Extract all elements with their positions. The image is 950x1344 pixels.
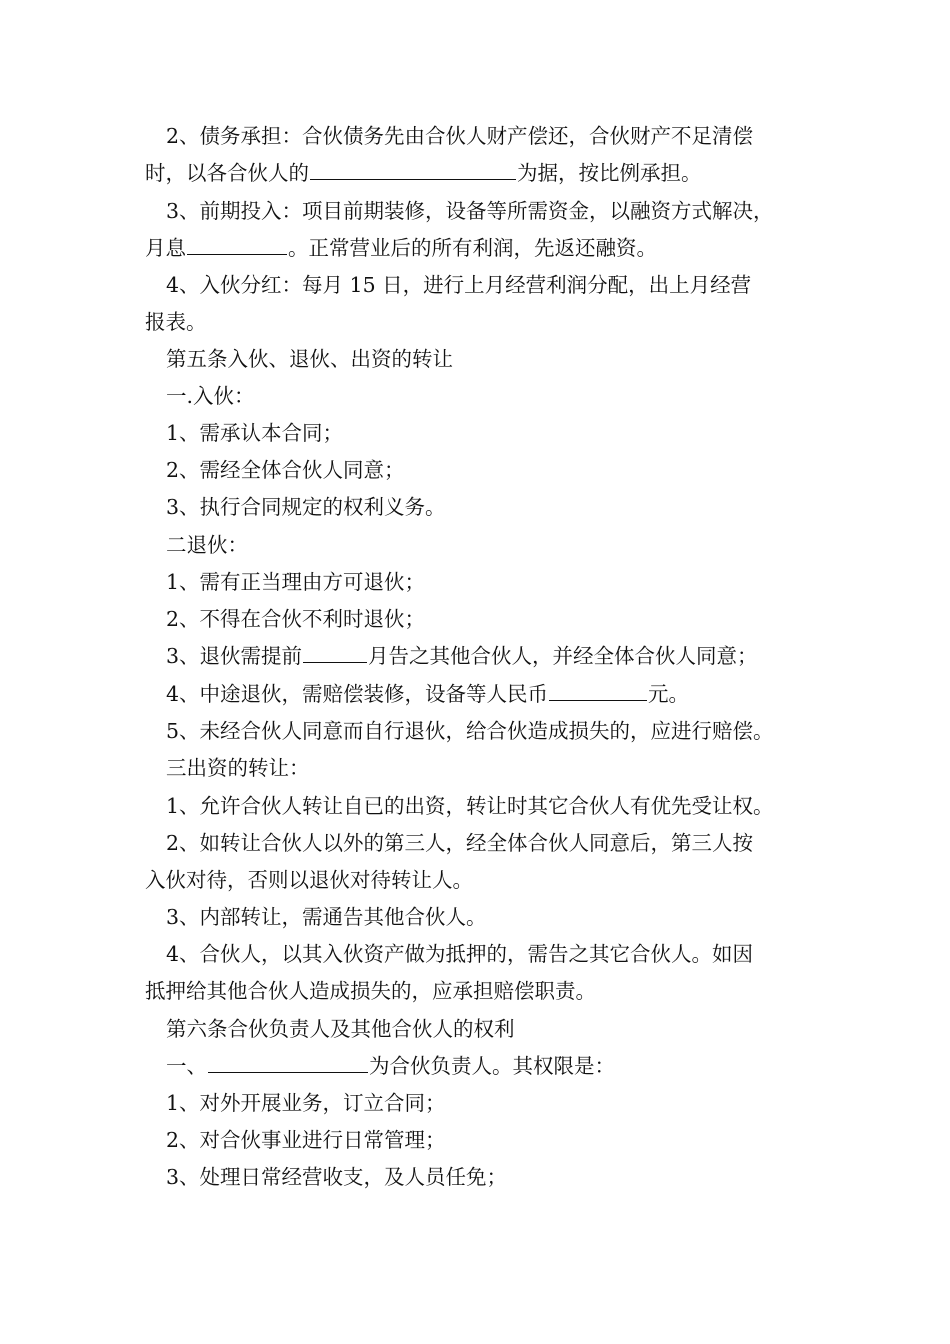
line-text: 4、中途退伙，需赔偿装修，设备等人民币 — [166, 682, 549, 706]
line-text: 3、执行合同规定的权利义务。 — [166, 495, 446, 519]
line-text: 1、允许合伙人转让自已的出资，转让时其它合伙人有优先受让权。 — [166, 794, 774, 818]
line-text: 一.入伙： — [166, 384, 255, 408]
line-text: 2、不得在合伙不利时退伙； — [166, 607, 426, 631]
line-text: 。正常营业后的所有利润，先返还融资。 — [288, 236, 657, 260]
fill-in-blank[interactable] — [187, 233, 287, 255]
text-line — [166, 1162, 507, 1192]
line-text: 为据，按比例承担。 — [517, 161, 702, 185]
text-line — [145, 976, 596, 1006]
line-text: 3、前期投入：项目前期装修，设备等所需资金，以融资方式解决， — [166, 199, 774, 223]
line-text: 2、需经全体合伙人同意； — [166, 458, 405, 482]
text-line — [166, 492, 446, 522]
section-heading — [166, 344, 453, 374]
line-text: 一、 — [166, 1054, 207, 1078]
line-text: 3、内部转让，需通告其他合伙人。 — [166, 905, 487, 929]
line-text: 2、对合伙事业进行日常管理； — [166, 1128, 446, 1152]
line-text: 三出资的转让： — [166, 756, 310, 780]
line-text: 报表。 — [145, 310, 207, 334]
text-line — [166, 679, 689, 709]
line-text: 为合伙负责人。其权限是： — [369, 1054, 615, 1078]
line-text: 第五条入伙、退伙、出资的转让 — [166, 347, 453, 371]
line-text: 元。 — [648, 682, 690, 706]
sub-heading — [166, 381, 255, 411]
line-text: 1、对外开展业务，订立合同； — [166, 1091, 446, 1115]
line-text: 二退伙： — [166, 533, 248, 557]
line-text: 5、未经合伙人同意而自行退伙，给合伙造成损失的，应进行赔偿。 — [166, 719, 774, 743]
text-line — [166, 567, 425, 597]
text-line — [166, 902, 487, 932]
text-line — [145, 865, 473, 895]
line-text: 4、合伙人，以其入伙资产做为抵押的，需告之其它合伙人。如因 — [166, 942, 754, 966]
line-text: 3、处理日常经营收支，及人员任免； — [166, 1165, 508, 1189]
section-heading — [166, 1014, 515, 1044]
text-line — [166, 1051, 615, 1081]
text-line — [166, 455, 405, 485]
text-line — [166, 716, 774, 746]
line-text: 抵押给其他合伙人造成损失的，应承担赔偿职责。 — [145, 979, 596, 1003]
text-line — [166, 791, 774, 821]
line-text: 时，以各合伙人的 — [145, 161, 309, 185]
text-line — [166, 121, 753, 151]
sub-heading — [166, 530, 248, 560]
line-text: 第六条合伙负责人及其他合伙人的权利 — [166, 1017, 515, 1041]
line-text: 入伙对待，否则以退伙对待转让人。 — [145, 868, 473, 892]
line-text: 1、需承认本合同； — [166, 421, 344, 445]
text-line — [166, 418, 343, 448]
text-line — [166, 828, 753, 858]
text-line — [166, 1088, 446, 1118]
text-line — [166, 939, 753, 969]
text-line — [166, 604, 425, 634]
sub-heading — [166, 753, 310, 783]
line-text: 3、退伙需提前 — [166, 644, 303, 668]
line-text: 2、如转让合伙人以外的第三人，经全体合伙人同意后，第三人按 — [166, 831, 754, 855]
text-line — [166, 196, 774, 226]
fill-in-blank[interactable] — [310, 158, 516, 180]
fill-in-blank[interactable] — [549, 679, 647, 701]
fill-in-blank[interactable] — [303, 641, 367, 663]
text-line — [145, 307, 207, 337]
fill-in-blank[interactable] — [208, 1051, 368, 1073]
line-text: 2、债务承担：合伙债务先由合伙人财产偿还，合伙财产不足清偿 — [166, 124, 754, 148]
line-text: 1、需有正当理由方可退伙； — [166, 570, 426, 594]
line-text: 月息 — [145, 236, 186, 260]
text-line — [166, 641, 758, 671]
text-line — [166, 270, 751, 300]
line-text: 4、入伙分红：每月 15 日，进行上月经营利润分配，出上月经营 — [166, 273, 752, 297]
text-line — [145, 233, 657, 263]
text-line — [166, 1125, 446, 1155]
text-line — [145, 158, 702, 188]
line-text: 月告之其他合伙人，并经全体合伙人同意； — [368, 644, 758, 668]
